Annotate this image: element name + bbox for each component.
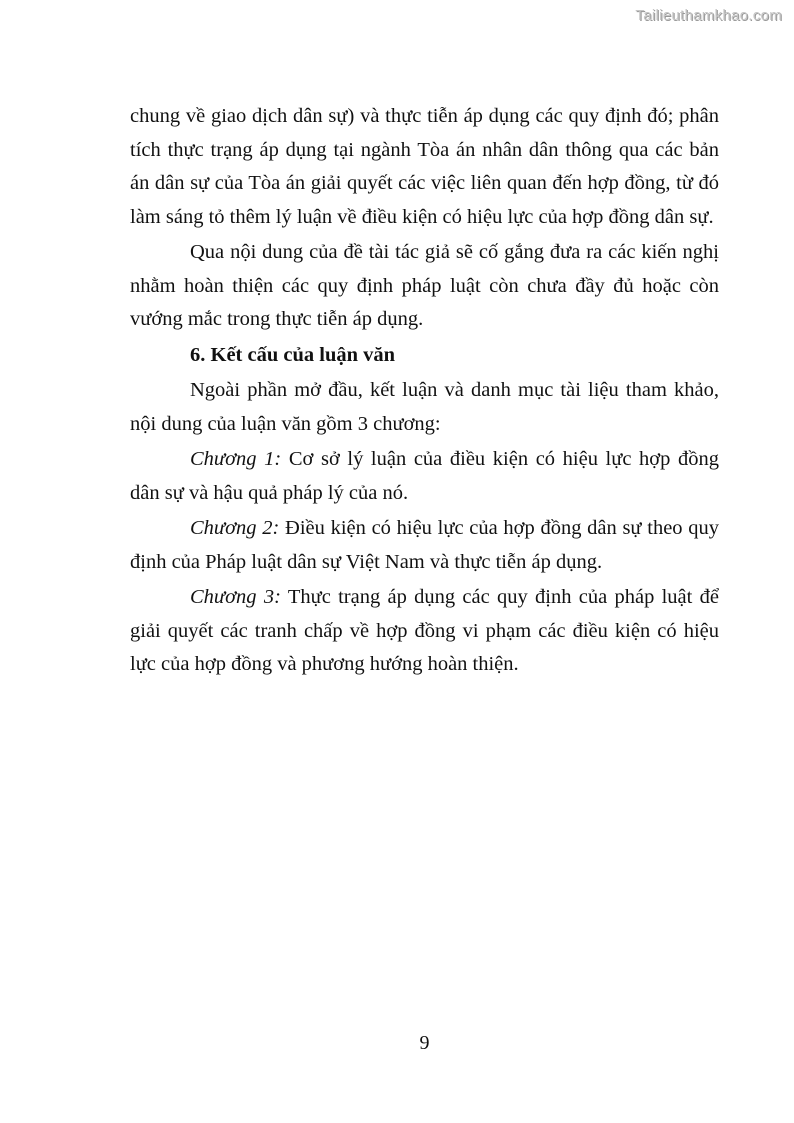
section-heading: 6. Kết cấu của luận văn (190, 343, 396, 366)
chapter-2-text: Điều kiện có hiệu lực của hợp đồng dân sự theo quy định của Pháp luật dân sự Việt Nam và thực tiễn áp dụng. (130, 517, 719, 573)
chapter-paragraph (130, 581, 719, 682)
chapter-2-label: Chương 2: (190, 517, 280, 539)
page-number: 9 (419, 1032, 430, 1054)
chapter-3-text: Thực trạng áp dụng các quy định của pháp luật để giải quyết các tranh chấp về hợp đồng vi phạm các điều kiện có hiệu lực của hợp đồng và phương hướng hoàn thiện. (130, 586, 719, 675)
chapter-paragraph (130, 512, 719, 579)
watermark: Tailieuthamkhao.com (635, 7, 782, 24)
chapter-1-label: Chương 1: (190, 448, 282, 470)
paragraph-continuation: chung về giao dịch dân sự) và thực tiễn áp dụng các quy định đó; phân tích thực trạng áp dụng tại ngành Tòa án nhân dân thông qua các bản án dân sự của Tòa án giải quyết các việc liên quan đến hợp đồng, từ đó làm sáng tỏ thêm lý luận về điều kiện có hiệu lực của hợp đồng dân sự. (130, 105, 719, 228)
page-content (130, 100, 719, 684)
chapter-1-text: Cơ sở lý luận của điều kiện có hiệu lực hợp đồng dân sự và hậu quả pháp lý của nó. (130, 448, 720, 504)
paragraph: Ngoài phần mở đầu, kết luận và danh mục tài liệu tham khảo, nội dung của luận văn gồm 3 chương: (130, 379, 719, 435)
paragraph: Qua nội dung của đề tài tác giả sẽ cố gắng đưa ra các kiến nghị nhằm hoàn thiện các quy định pháp luật còn chưa đầy đủ hoặc còn vướng mắc trong thực tiễn áp dụng. (130, 241, 719, 330)
chapter-3-label: Chương 3: (190, 586, 281, 608)
chapter-paragraph (130, 443, 719, 510)
